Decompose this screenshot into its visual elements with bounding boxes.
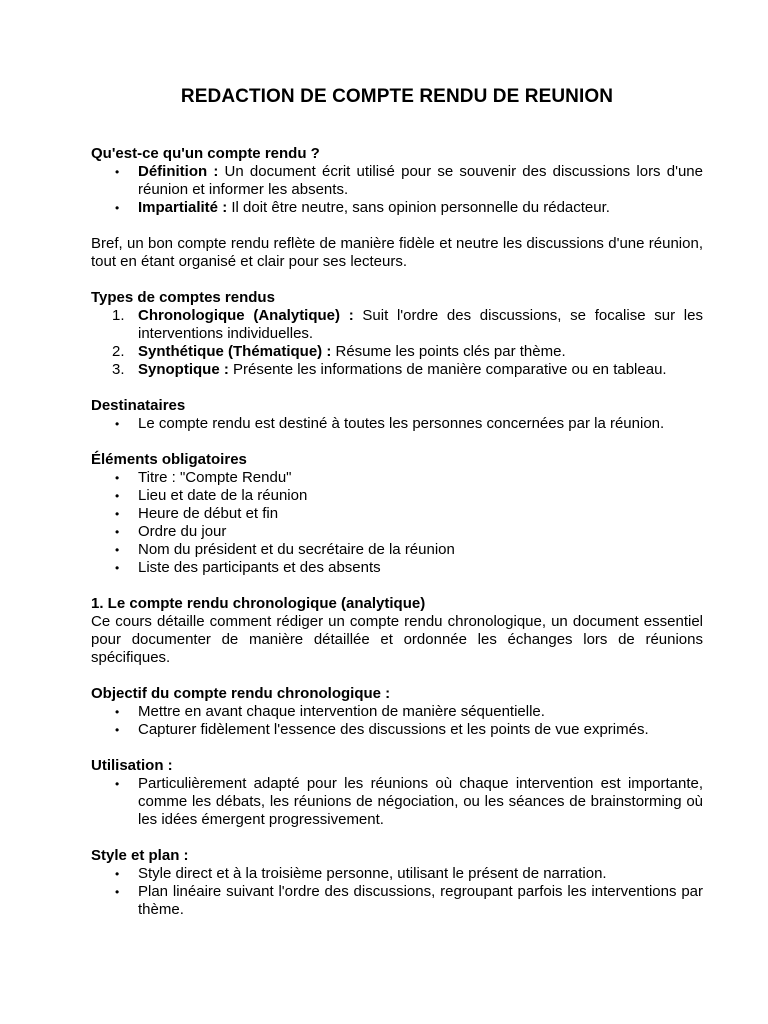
item-text: Capturer fidèlement l'essence des discussions et les points de vue exprimés. [138, 721, 649, 738]
item-text: Liste des participants et des absents [138, 559, 381, 576]
section-elements [91, 451, 703, 577]
section-objectif [91, 685, 703, 739]
objectif-list [91, 703, 703, 739]
section-definition [91, 145, 703, 271]
document-page [91, 85, 703, 919]
list-item [91, 775, 703, 829]
item-text: Titre : "Compte Rendu" [138, 469, 292, 486]
definition-list [91, 163, 703, 217]
bullet-icon: • [115, 561, 120, 575]
list-item [91, 703, 703, 721]
style-list [91, 865, 703, 919]
list-item [91, 541, 703, 559]
section-utilisation [91, 757, 703, 829]
section-heading-types: Types de comptes rendus [91, 289, 275, 306]
section-chronologique [91, 595, 703, 667]
bullet-icon: • [115, 867, 120, 881]
document-title: REDACTION DE COMPTE RENDU DE REUNION [180, 86, 614, 107]
section-heading-style: Style et plan : [91, 847, 189, 864]
item-term: Synoptique : [138, 361, 229, 378]
item-number: 2. [112, 343, 125, 360]
item-text: Nom du président et du secrétaire de la réunion [138, 541, 455, 558]
utilisation-list [91, 775, 703, 829]
section-heading-utilisation: Utilisation : [91, 757, 173, 774]
bullet-icon: • [115, 777, 120, 791]
list-item [91, 883, 703, 919]
item-term: Définition : [138, 163, 219, 180]
list-item [91, 343, 703, 361]
item-text: Suit l'ordre des discussions, se focalise sur les interventions individuelles. [138, 307, 703, 342]
item-text: Présente les informations de manière comparative ou en tableau. [228, 361, 667, 378]
item-text: Ordre du jour [138, 523, 227, 540]
item-text: Style direct et à la troisième personne, utilisant le présent de narration. [138, 865, 607, 882]
section-types [91, 289, 703, 379]
item-text: Un document écrit utilisé pour se souvenir des discussions lors d'une réunion et informer les absents. [138, 163, 703, 198]
item-number: 3. [112, 361, 125, 378]
bullet-icon: • [115, 507, 120, 521]
chronologique-paragraph: Ce cours détaille comment rédiger un compte rendu chronologique, un document essentiel pour documenter de manière détaillée et ordonnée les échanges lors de réunions spécifiques. [91, 613, 703, 666]
list-item [91, 469, 703, 487]
bullet-icon: • [115, 705, 120, 719]
list-item [91, 199, 703, 217]
section-style [91, 847, 703, 919]
item-text: Particulièrement adapté pour les réunions où chaque intervention est importante, comme les débats, les réunions de négociation, ou les séances de brainstorming où les idées émergent progressivement. [138, 775, 703, 828]
list-item [91, 865, 703, 883]
item-term: Synthétique (Thématique) : [138, 343, 332, 360]
item-term: Impartialité : [138, 199, 228, 216]
bullet-icon: • [115, 543, 120, 557]
section-heading-objectif: Objectif du compte rendu chronologique : [91, 685, 391, 702]
list-item [91, 415, 703, 433]
bullet-icon: • [115, 165, 120, 179]
item-text: Plan linéaire suivant l'ordre des discussions, regroupant parfois les interventions par thème. [138, 883, 703, 918]
item-number: 1. [112, 307, 125, 324]
list-item [91, 487, 703, 505]
list-item [91, 559, 703, 577]
item-text: Le compte rendu est destiné à toutes les personnes concernées par la réunion. [138, 415, 665, 432]
bullet-icon: • [115, 723, 120, 737]
destinataires-list [91, 415, 703, 433]
item-text: Heure de début et fin [138, 505, 279, 522]
bullet-icon: • [115, 489, 120, 503]
item-text: Lieu et date de la réunion [138, 487, 308, 504]
section-heading-destinataires: Destinataires [91, 397, 186, 414]
item-text: Il doit être neutre, sans opinion personnelle du rédacteur. [227, 199, 610, 216]
list-item [91, 307, 703, 343]
item-term: Chronologique (Analytique) : [138, 307, 354, 324]
section-heading-elements: Éléments obligatoires [91, 451, 247, 468]
list-item [91, 721, 703, 739]
section-destinataires [91, 397, 703, 433]
bullet-icon: • [115, 471, 120, 485]
bullet-icon: • [115, 201, 120, 215]
item-text: Mettre en avant chaque intervention de manière séquentielle. [138, 703, 545, 720]
list-item [91, 523, 703, 541]
section-heading-definition: Qu'est-ce qu'un compte rendu ? [91, 145, 320, 162]
section-heading-chronologique: 1. Le compte rendu chronologique (analytique) [91, 595, 426, 612]
bullet-icon: • [115, 885, 120, 899]
bullet-icon: • [115, 417, 120, 431]
types-list [91, 307, 703, 379]
summary-paragraph: Bref, un bon compte rendu reflète de manière fidèle et neutre les discussions d'une réunion, tout en étant organisé et clair pour ses lecteurs. [91, 235, 703, 270]
item-text: Résume les points clés par thème. [331, 343, 566, 360]
list-item [91, 361, 703, 379]
elements-list [91, 469, 703, 577]
list-item [91, 505, 703, 523]
bullet-icon: • [115, 525, 120, 539]
list-item [91, 163, 703, 199]
